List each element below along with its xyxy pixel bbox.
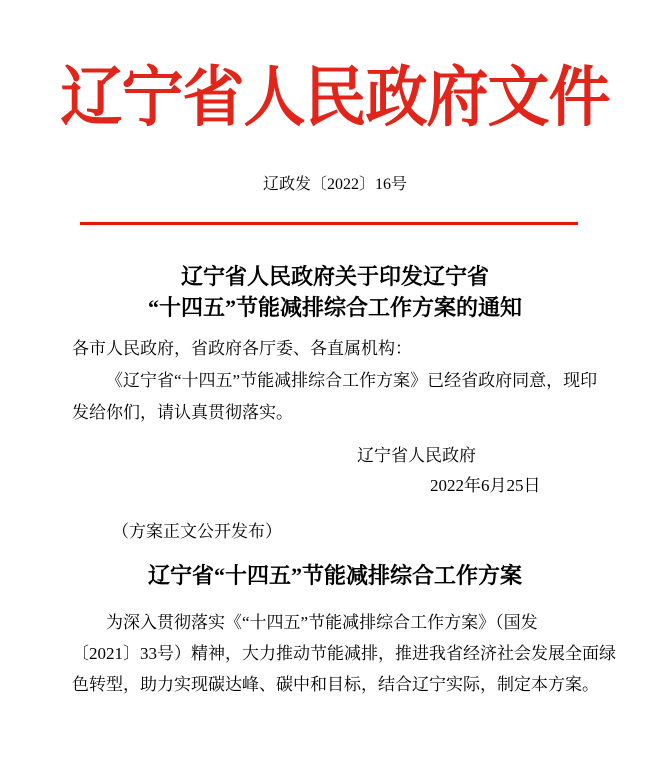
signature-issuer: 辽宁省人民政府 — [357, 446, 476, 465]
document-number: 辽政发〔2022〕16号 — [262, 176, 407, 193]
plan-title: 辽宁省“十四五”节能减排综合工作方案 — [147, 563, 522, 588]
notice-body-line-1: 《辽宁省“十四五”节能减排综合工作方案》已经省政府同意，现印 — [106, 371, 598, 390]
notice-title — [0, 261, 670, 323]
letterhead-title: 辽宁省人民政府文件 — [60, 63, 610, 135]
plan-paragraph-line-1: 为深入贯彻落实《“十四五”节能减排综合工作方案》（国发 — [106, 613, 538, 632]
salutation-line: 各市人民政府，省政府各厅委、各直属机构： — [72, 339, 412, 358]
notice-title-line-1: 辽宁省人民政府关于印发辽宁省 — [180, 264, 489, 289]
notice-body-line-2: 发给你们，请认真贯彻落实。 — [72, 403, 293, 422]
notice-title-line-2: “十四五”节能减排综合工作方案的通知 — [147, 295, 522, 320]
letterhead-divider-line — [80, 222, 578, 225]
plan-paragraph-line-2: 〔2021〕33号）精神，大力推动节能减排，推进我省经济社会发展全面绿 — [72, 644, 616, 663]
plan-paragraph-line-3: 色转型，助力实现碳达峰、碳中和目标，结合辽宁实际，制定本方案。 — [72, 675, 599, 694]
publish-note: （方案正文公开发布） — [112, 522, 282, 541]
government-document-page — [0, 62, 670, 761]
signature-date: 2022年6月25日 — [430, 476, 541, 495]
